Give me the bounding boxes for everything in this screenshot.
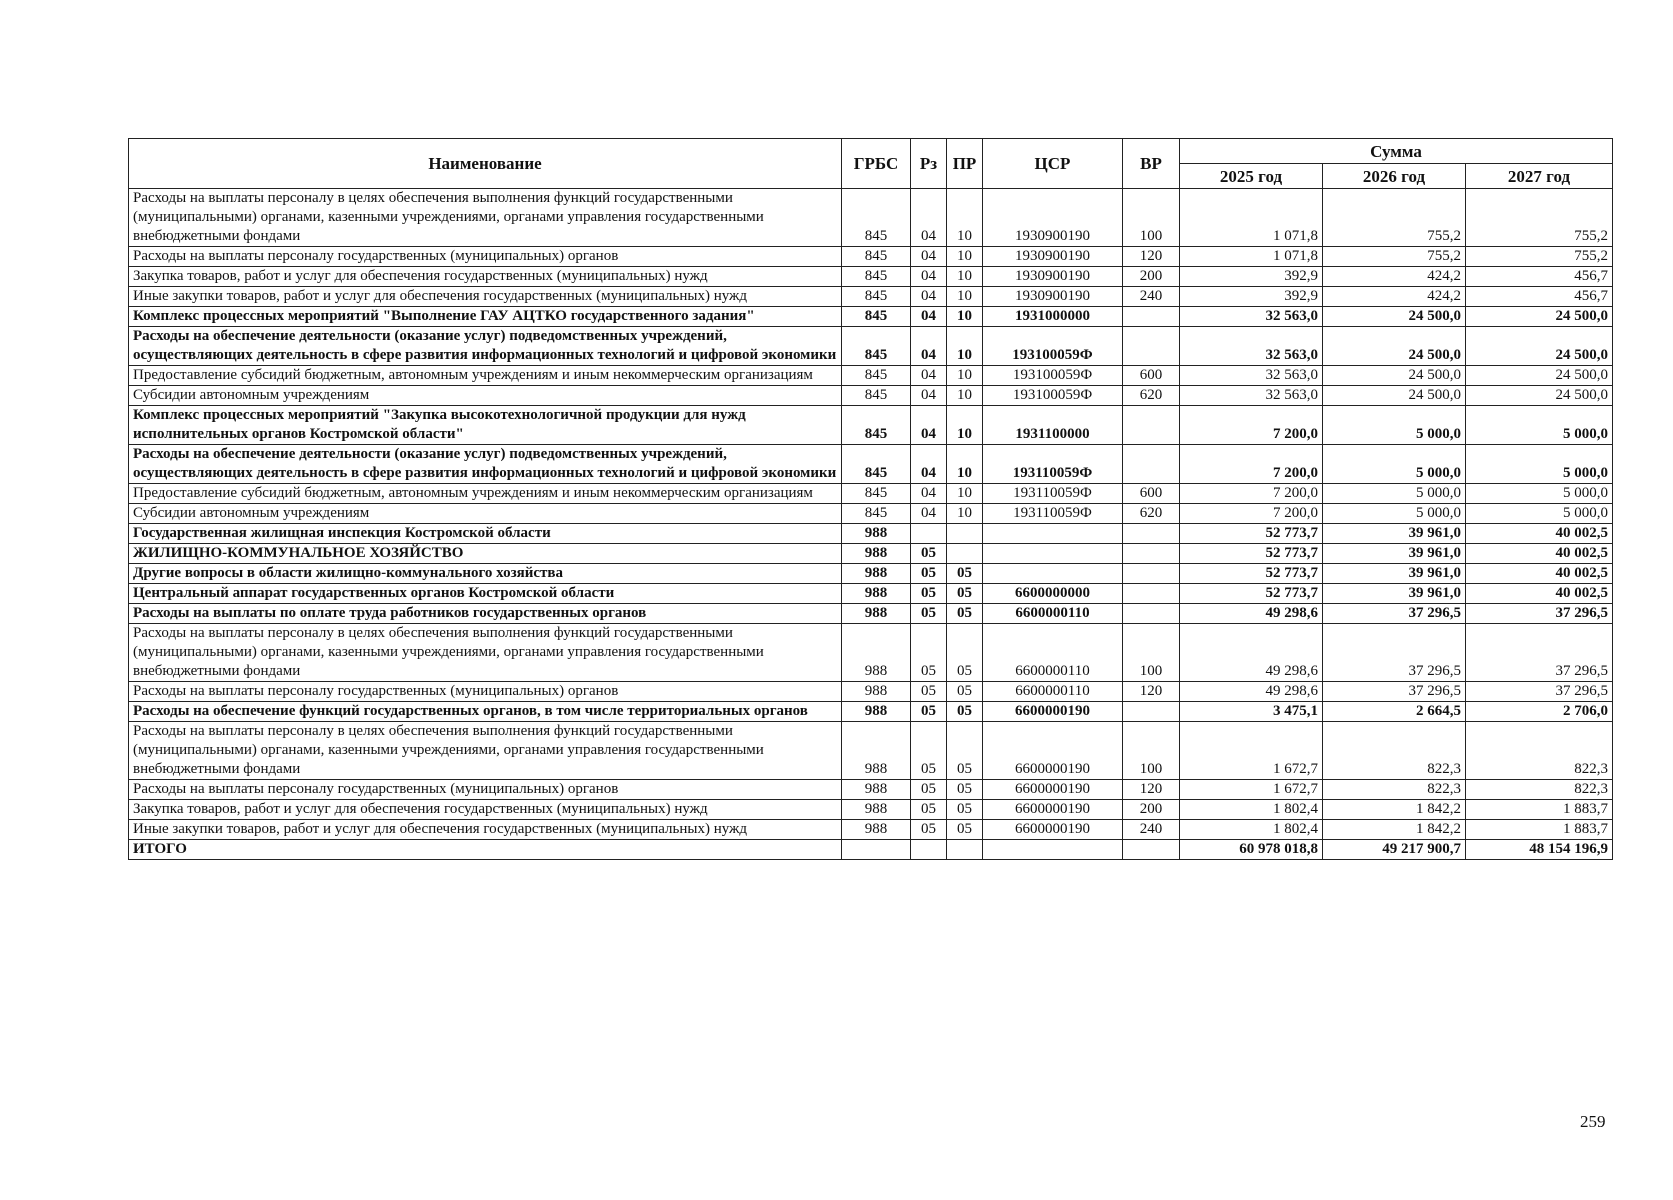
header-sum: Сумма [1180, 139, 1613, 164]
row-grbs: 845 [842, 287, 911, 307]
table-row [129, 682, 1613, 702]
row-sum-2025: 52 773,7 [1180, 584, 1323, 604]
row-pr [947, 544, 983, 564]
row-vr [1123, 544, 1180, 564]
table-row [129, 247, 1613, 267]
row-sum-2027: 40 002,5 [1466, 584, 1613, 604]
row-name: ЖИЛИЩНО-КОММУНАЛЬНОЕ ХОЗЯЙСТВО [129, 544, 842, 564]
row-pr: 10 [947, 307, 983, 327]
row-sum-2025: 7 200,0 [1180, 445, 1323, 484]
row-vr: 100 [1123, 189, 1180, 247]
row-name: Расходы на выплаты персоналу в целях обеспечения выполнения функций государственными (муниципальными) органами, казенными учреждениями, органами управления государственными внебюджетными фондами [129, 189, 842, 247]
row-rz: 04 [911, 386, 947, 406]
row-grbs: 988 [842, 524, 911, 544]
row-grbs: 845 [842, 189, 911, 247]
row-grbs: 988 [842, 604, 911, 624]
row-grbs: 988 [842, 780, 911, 800]
header-rz: Рз [911, 139, 947, 189]
row-sum-2027: 37 296,5 [1466, 604, 1613, 624]
row-grbs: 845 [842, 406, 911, 445]
row-rz: 05 [911, 544, 947, 564]
row-csr: 6600000000 [983, 584, 1123, 604]
row-rz: 05 [911, 604, 947, 624]
row-name: Иные закупки товаров, работ и услуг для обеспечения государственных (муниципальных) нужд [129, 820, 842, 840]
row-sum-2025: 1 071,8 [1180, 189, 1323, 247]
row-csr: 1930900190 [983, 247, 1123, 267]
row-csr: 1931000000 [983, 307, 1123, 327]
row-name: Расходы на выплаты персоналу государственных (муниципальных) органов [129, 682, 842, 702]
row-rz: 05 [911, 584, 947, 604]
row-vr: 240 [1123, 820, 1180, 840]
row-name: Расходы на обеспечение деятельности (оказание услуг) подведомственных учреждений, осуществляющих деятельность в сфере развития информационных технологий и цифровой экономики [129, 327, 842, 366]
table-row [129, 189, 1613, 247]
row-sum-2026: 37 296,5 [1323, 682, 1466, 702]
row-grbs: 988 [842, 820, 911, 840]
row-name: Расходы на обеспечение функций государственных органов, в том числе территориальных органов [129, 702, 842, 722]
row-csr: 6600000190 [983, 820, 1123, 840]
row-name: Расходы на выплаты персоналу государственных (муниципальных) органов [129, 247, 842, 267]
row-sum-2025: 1 802,4 [1180, 820, 1323, 840]
row-sum-2026: 24 500,0 [1323, 366, 1466, 386]
row-name: ИТОГО [129, 840, 842, 860]
row-csr [983, 840, 1123, 860]
row-name: Предоставление субсидий бюджетным, автономным учреждениям и иным некоммерческим организациям [129, 484, 842, 504]
row-name: Расходы на выплаты персоналу государственных (муниципальных) органов [129, 780, 842, 800]
row-csr: 1931100000 [983, 406, 1123, 445]
row-sum-2025: 7 200,0 [1180, 504, 1323, 524]
row-sum-2027: 456,7 [1466, 267, 1613, 287]
row-sum-2025: 32 563,0 [1180, 307, 1323, 327]
row-vr: 620 [1123, 386, 1180, 406]
row-sum-2025: 49 298,6 [1180, 604, 1323, 624]
row-rz: 04 [911, 287, 947, 307]
row-grbs: 845 [842, 267, 911, 287]
row-name: Государственная жилищная инспекция Костромской области [129, 524, 842, 544]
row-sum-2027: 755,2 [1466, 247, 1613, 267]
row-name: Закупка товаров, работ и услуг для обеспечения государственных (муниципальных) нужд [129, 800, 842, 820]
row-name: Центральный аппарат государственных органов Костромской области [129, 584, 842, 604]
row-grbs: 988 [842, 544, 911, 564]
table-row [129, 624, 1613, 682]
row-sum-2027: 5 000,0 [1466, 406, 1613, 445]
row-grbs: 988 [842, 702, 911, 722]
row-vr: 120 [1123, 780, 1180, 800]
row-sum-2027: 822,3 [1466, 780, 1613, 800]
row-pr: 10 [947, 267, 983, 287]
row-csr: 6600000110 [983, 624, 1123, 682]
row-pr: 10 [947, 445, 983, 484]
row-rz: 05 [911, 702, 947, 722]
row-pr: 05 [947, 702, 983, 722]
row-sum-2025: 7 200,0 [1180, 406, 1323, 445]
row-grbs: 988 [842, 722, 911, 780]
row-pr: 05 [947, 780, 983, 800]
row-vr: 100 [1123, 722, 1180, 780]
row-pr: 10 [947, 406, 983, 445]
row-sum-2025: 32 563,0 [1180, 386, 1323, 406]
row-sum-2026: 39 961,0 [1323, 584, 1466, 604]
row-sum-2025: 32 563,0 [1180, 327, 1323, 366]
table-row [129, 307, 1613, 327]
row-sum-2025: 60 978 018,8 [1180, 840, 1323, 860]
row-csr: 1930900190 [983, 267, 1123, 287]
row-sum-2025: 49 298,6 [1180, 682, 1323, 702]
row-sum-2026: 49 217 900,7 [1323, 840, 1466, 860]
row-pr: 05 [947, 820, 983, 840]
row-vr [1123, 445, 1180, 484]
header-pr: ПР [947, 139, 983, 189]
row-name: Расходы на выплаты персоналу в целях обеспечения выполнения функций государственными (муниципальными) органами, казенными учреждениями, органами управления государственными внебюджетными фондами [129, 624, 842, 682]
row-sum-2026: 424,2 [1323, 267, 1466, 287]
row-rz: 04 [911, 189, 947, 247]
row-sum-2027: 24 500,0 [1466, 327, 1613, 366]
row-sum-2026: 755,2 [1323, 247, 1466, 267]
row-vr: 120 [1123, 247, 1180, 267]
row-csr: 1930900190 [983, 189, 1123, 247]
row-sum-2026: 822,3 [1323, 780, 1466, 800]
row-name: Расходы на выплаты персоналу в целях обеспечения выполнения функций государственными (муниципальными) органами, казенными учреждениями, органами управления государственными внебюджетными фондами [129, 722, 842, 780]
header-csr: ЦСР [983, 139, 1123, 189]
row-csr: 6600000110 [983, 682, 1123, 702]
row-name: Субсидии автономным учреждениям [129, 504, 842, 524]
row-vr [1123, 327, 1180, 366]
table-row [129, 327, 1613, 366]
row-vr [1123, 524, 1180, 544]
row-name: Другие вопросы в области жилищно-коммунального хозяйства [129, 564, 842, 584]
row-vr: 600 [1123, 484, 1180, 504]
row-grbs: 845 [842, 307, 911, 327]
table-row [129, 702, 1613, 722]
row-sum-2027: 48 154 196,9 [1466, 840, 1613, 860]
row-csr: 6600000190 [983, 780, 1123, 800]
row-vr [1123, 584, 1180, 604]
row-grbs: 845 [842, 445, 911, 484]
row-sum-2026: 822,3 [1323, 722, 1466, 780]
row-rz: 05 [911, 820, 947, 840]
row-sum-2026: 5 000,0 [1323, 484, 1466, 504]
header-year-2027: 2027 год [1466, 164, 1613, 189]
table-row [129, 800, 1613, 820]
row-pr: 05 [947, 604, 983, 624]
row-csr: 193110059Ф [983, 445, 1123, 484]
row-pr: 10 [947, 247, 983, 267]
row-sum-2025: 52 773,7 [1180, 524, 1323, 544]
row-sum-2025: 52 773,7 [1180, 544, 1323, 564]
row-vr: 120 [1123, 682, 1180, 702]
row-grbs: 988 [842, 564, 911, 584]
row-pr: 05 [947, 682, 983, 702]
row-sum-2026: 24 500,0 [1323, 327, 1466, 366]
row-rz: 04 [911, 307, 947, 327]
row-csr [983, 564, 1123, 584]
row-vr: 600 [1123, 366, 1180, 386]
row-rz [911, 524, 947, 544]
table-row [129, 564, 1613, 584]
table-row [129, 366, 1613, 386]
row-pr: 10 [947, 386, 983, 406]
row-name: Предоставление субсидий бюджетным, автономным учреждениям и иным некоммерческим организациям [129, 366, 842, 386]
row-name: Закупка товаров, работ и услуг для обеспечения государственных (муниципальных) нужд [129, 267, 842, 287]
row-csr [983, 524, 1123, 544]
row-name: Расходы на обеспечение деятельности (оказание услуг) подведомственных учреждений, осуществляющих деятельность в сфере развития информационных технологий и цифровой экономики [129, 445, 842, 484]
row-sum-2027: 822,3 [1466, 722, 1613, 780]
row-csr: 193110059Ф [983, 484, 1123, 504]
row-sum-2027: 1 883,7 [1466, 820, 1613, 840]
row-pr: 10 [947, 189, 983, 247]
row-rz: 05 [911, 800, 947, 820]
row-sum-2025: 3 475,1 [1180, 702, 1323, 722]
row-pr: 05 [947, 624, 983, 682]
row-csr: 1930900190 [983, 287, 1123, 307]
table-row [129, 267, 1613, 287]
row-sum-2026: 424,2 [1323, 287, 1466, 307]
row-sum-2027: 5 000,0 [1466, 504, 1613, 524]
row-pr: 05 [947, 800, 983, 820]
row-sum-2026: 1 842,2 [1323, 820, 1466, 840]
row-rz: 04 [911, 406, 947, 445]
budget-table [128, 138, 1613, 860]
table-row [129, 820, 1613, 840]
table-row [129, 484, 1613, 504]
row-grbs: 845 [842, 504, 911, 524]
row-pr: 05 [947, 584, 983, 604]
table-body [129, 189, 1613, 860]
row-sum-2027: 24 500,0 [1466, 307, 1613, 327]
row-grbs: 988 [842, 584, 911, 604]
row-pr: 10 [947, 504, 983, 524]
row-sum-2026: 39 961,0 [1323, 524, 1466, 544]
row-pr: 10 [947, 484, 983, 504]
row-grbs [842, 840, 911, 860]
table-row [129, 406, 1613, 445]
row-sum-2025: 52 773,7 [1180, 564, 1323, 584]
row-rz: 04 [911, 445, 947, 484]
row-pr: 10 [947, 287, 983, 307]
row-sum-2026: 24 500,0 [1323, 386, 1466, 406]
table-row [129, 524, 1613, 544]
row-sum-2027: 40 002,5 [1466, 564, 1613, 584]
row-sum-2026: 39 961,0 [1323, 564, 1466, 584]
row-csr: 6600000190 [983, 800, 1123, 820]
row-rz: 04 [911, 327, 947, 366]
row-pr: 10 [947, 366, 983, 386]
row-sum-2027: 37 296,5 [1466, 682, 1613, 702]
header-year-2026: 2026 год [1323, 164, 1466, 189]
row-vr: 200 [1123, 267, 1180, 287]
row-sum-2026: 5 000,0 [1323, 445, 1466, 484]
row-vr: 620 [1123, 504, 1180, 524]
row-sum-2027: 755,2 [1466, 189, 1613, 247]
row-sum-2026: 24 500,0 [1323, 307, 1466, 327]
table-row [129, 287, 1613, 307]
row-sum-2027: 24 500,0 [1466, 366, 1613, 386]
table-row [129, 604, 1613, 624]
row-pr [947, 524, 983, 544]
row-name: Субсидии автономным учреждениям [129, 386, 842, 406]
row-csr: 193100059Ф [983, 386, 1123, 406]
page-number: 259 [1580, 1112, 1606, 1131]
table-row [129, 504, 1613, 524]
row-sum-2026: 1 842,2 [1323, 800, 1466, 820]
row-sum-2027: 40 002,5 [1466, 524, 1613, 544]
row-pr: 05 [947, 722, 983, 780]
row-csr: 193100059Ф [983, 366, 1123, 386]
header-vr: ВР [1123, 139, 1180, 189]
row-rz: 05 [911, 564, 947, 584]
row-sum-2027: 5 000,0 [1466, 445, 1613, 484]
row-vr [1123, 840, 1180, 860]
row-grbs: 845 [842, 366, 911, 386]
row-sum-2027: 24 500,0 [1466, 386, 1613, 406]
row-grbs: 845 [842, 327, 911, 366]
row-sum-2027: 40 002,5 [1466, 544, 1613, 564]
row-name: Комплекс процессных мероприятий "Выполнение ГАУ АЦТКО государственного задания" [129, 307, 842, 327]
row-vr: 200 [1123, 800, 1180, 820]
row-sum-2025: 49 298,6 [1180, 624, 1323, 682]
row-sum-2025: 1 802,4 [1180, 800, 1323, 820]
row-vr [1123, 307, 1180, 327]
row-sum-2025: 7 200,0 [1180, 484, 1323, 504]
table-row [129, 584, 1613, 604]
table-row [129, 386, 1613, 406]
row-sum-2027: 1 883,7 [1466, 800, 1613, 820]
row-vr [1123, 564, 1180, 584]
row-csr: 6600000110 [983, 604, 1123, 624]
row-rz: 04 [911, 247, 947, 267]
row-rz: 05 [911, 722, 947, 780]
row-sum-2026: 37 296,5 [1323, 624, 1466, 682]
row-rz: 04 [911, 484, 947, 504]
row-rz [911, 840, 947, 860]
table-row [129, 445, 1613, 484]
row-sum-2027: 2 706,0 [1466, 702, 1613, 722]
row-grbs: 988 [842, 800, 911, 820]
row-vr [1123, 406, 1180, 445]
row-csr: 193110059Ф [983, 504, 1123, 524]
row-sum-2027: 5 000,0 [1466, 484, 1613, 504]
row-sum-2027: 37 296,5 [1466, 624, 1613, 682]
row-sum-2026: 39 961,0 [1323, 544, 1466, 564]
row-rz: 05 [911, 682, 947, 702]
header-name: Наименование [129, 139, 842, 189]
row-rz: 04 [911, 267, 947, 287]
row-sum-2026: 37 296,5 [1323, 604, 1466, 624]
header-grbs: ГРБС [842, 139, 911, 189]
row-vr: 240 [1123, 287, 1180, 307]
row-rz: 04 [911, 366, 947, 386]
row-sum-2026: 5 000,0 [1323, 504, 1466, 524]
row-sum-2026: 755,2 [1323, 189, 1466, 247]
row-grbs: 845 [842, 484, 911, 504]
row-sum-2025: 1 071,8 [1180, 247, 1323, 267]
table-row [129, 544, 1613, 564]
row-vr: 100 [1123, 624, 1180, 682]
row-rz: 05 [911, 780, 947, 800]
row-pr: 05 [947, 564, 983, 584]
row-grbs: 845 [842, 247, 911, 267]
row-csr: 193100059Ф [983, 327, 1123, 366]
row-csr [983, 544, 1123, 564]
row-sum-2027: 456,7 [1466, 287, 1613, 307]
row-sum-2025: 32 563,0 [1180, 366, 1323, 386]
table-row [129, 840, 1613, 860]
row-rz: 04 [911, 504, 947, 524]
row-sum-2025: 392,9 [1180, 287, 1323, 307]
row-name: Расходы на выплаты по оплате труда работников государственных органов [129, 604, 842, 624]
row-sum-2025: 1 672,7 [1180, 780, 1323, 800]
row-sum-2025: 1 672,7 [1180, 722, 1323, 780]
row-grbs: 988 [842, 624, 911, 682]
row-sum-2026: 5 000,0 [1323, 406, 1466, 445]
row-pr [947, 840, 983, 860]
row-grbs: 845 [842, 386, 911, 406]
header-year-2025: 2025 год [1180, 164, 1323, 189]
row-vr [1123, 702, 1180, 722]
row-vr [1123, 604, 1180, 624]
row-csr: 6600000190 [983, 722, 1123, 780]
row-sum-2026: 2 664,5 [1323, 702, 1466, 722]
row-rz: 05 [911, 624, 947, 682]
row-pr: 10 [947, 327, 983, 366]
table-row [129, 780, 1613, 800]
row-grbs: 988 [842, 682, 911, 702]
table-row [129, 722, 1613, 780]
row-csr: 6600000190 [983, 702, 1123, 722]
row-name: Иные закупки товаров, работ и услуг для обеспечения государственных (муниципальных) нужд [129, 287, 842, 307]
row-sum-2025: 392,9 [1180, 267, 1323, 287]
row-name: Комплекс процессных мероприятий "Закупка высокотехнологичной продукции для нужд исполнительных органов Костромской области" [129, 406, 842, 445]
